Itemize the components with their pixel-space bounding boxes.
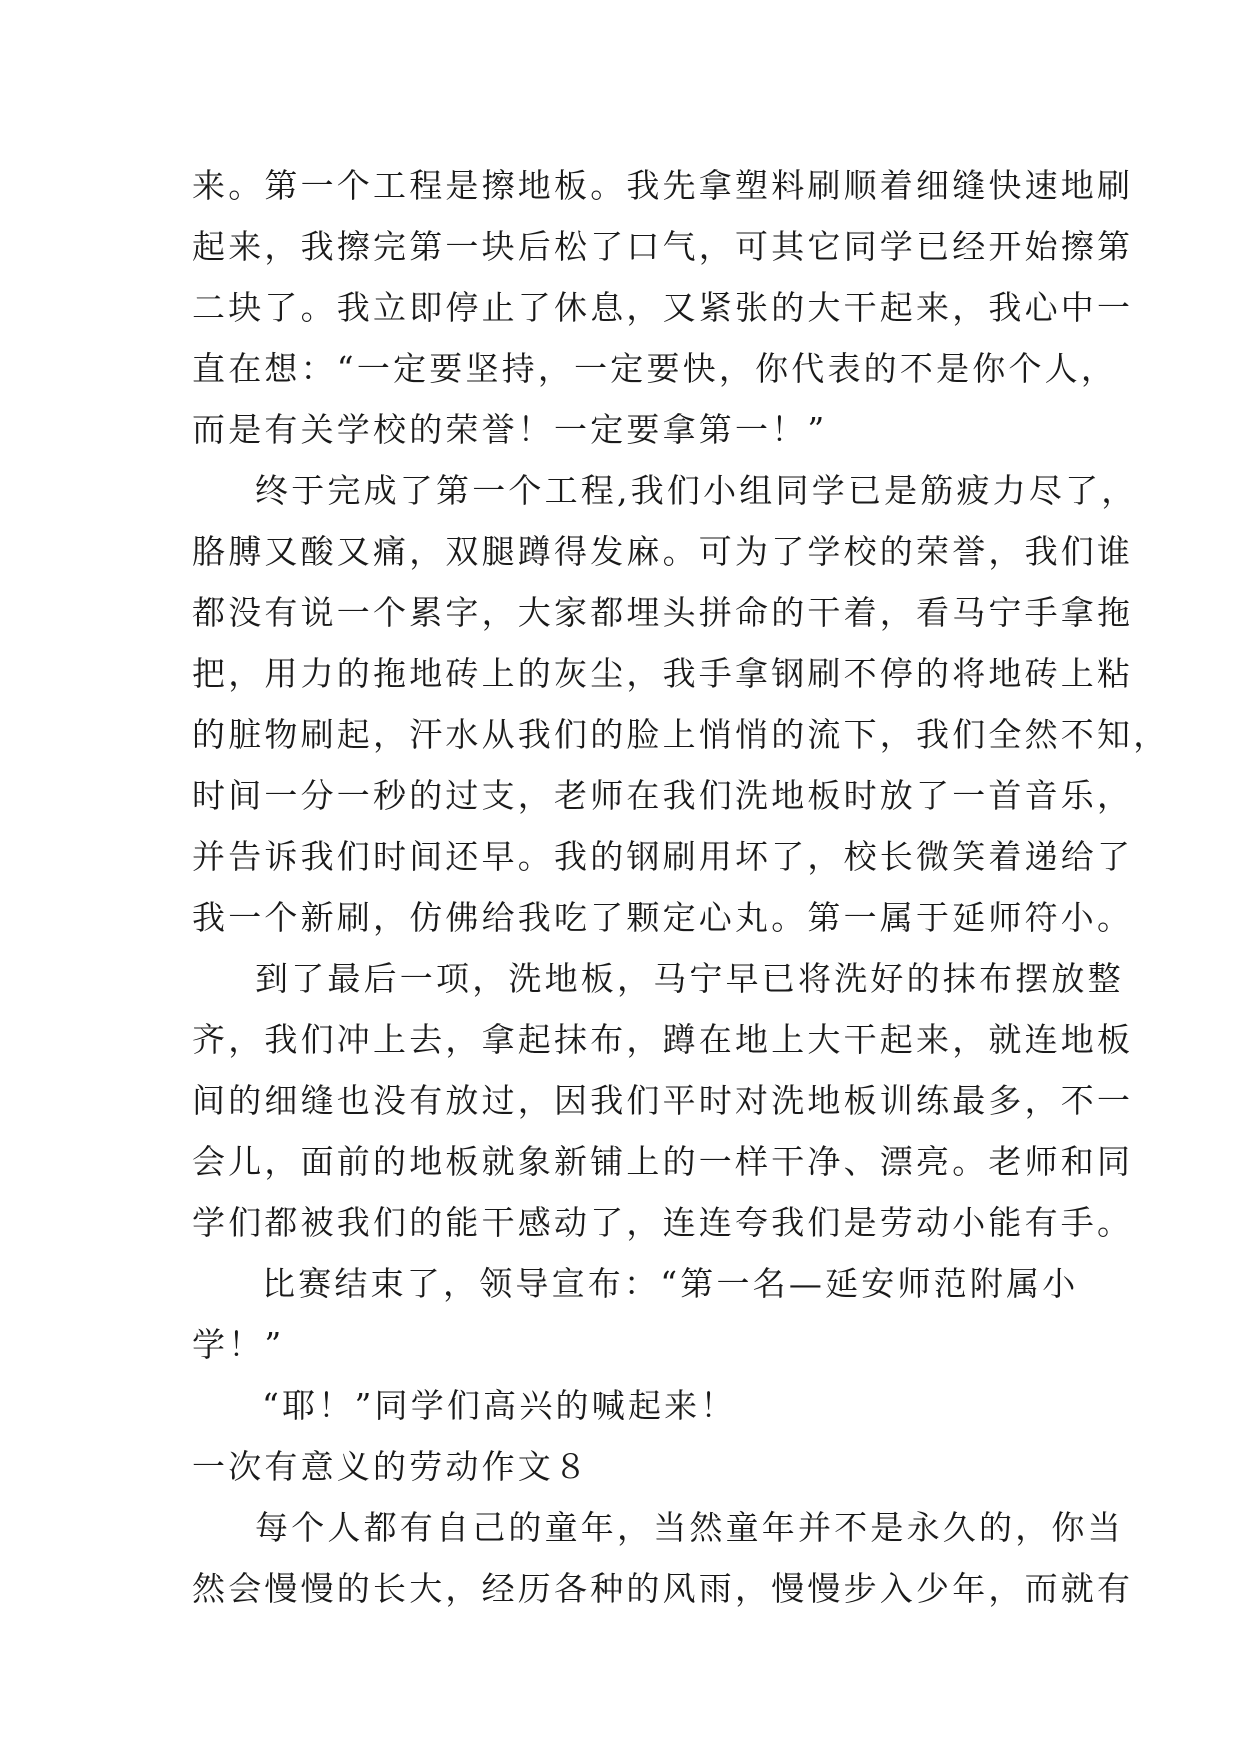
paragraph-first-line: 每个人都有自己的童年，当然童年并不是永久的，你当 — [255, 1508, 1124, 1547]
text-line: 二块了。我立即停止了休息，又紧张的大干起来，我心中一 — [192, 288, 1134, 327]
text-line: 并告诉我们时间还早。我的钢刷用坏了，校长微笑着递给了 — [192, 837, 1134, 876]
text-line: 时间一分一秒的过支，老师在我们洗地板时放了一首音乐， — [192, 776, 1134, 815]
text-line: 直在想：“一定要坚持，一定要快，你代表的不是你个人， — [192, 349, 1118, 388]
paragraph-first-line: 到了最后一项，洗地板，马宁早已将洗好的抹布摆放整 — [255, 959, 1124, 998]
text-line: 把，用力的拖地砖上的灰尘，我手拿钢刷不停的将地砖上粘 — [192, 654, 1134, 693]
section-heading: 一次有意义的劳动作文８ — [192, 1447, 591, 1486]
text-line: 都没有说一个累字，大家都埋头拼命的干着，看马宁手拿拖 — [192, 593, 1134, 632]
text-line: 胳膊又酸又痛，双腿蹲得发麻。可为了学校的荣誉，我们谁 — [192, 532, 1134, 571]
paragraph-first-line: “耶！”同学们高兴的喊起来！ — [262, 1386, 737, 1425]
text-line: 来。第一个工程是擦地板。我先拿塑料刷顺着细缝快速地刷 — [192, 166, 1134, 205]
text-line: 的脏物刷起，汗水从我们的脸上悄悄的流下，我们全然不知， — [192, 715, 1170, 754]
text-line: 然会慢慢的长大，经历各种的风雨，慢慢步入少年，而就有 — [192, 1569, 1134, 1608]
text-line: 起来，我擦完第一块后松了口气，可其它同学已经开始擦第 — [192, 227, 1134, 266]
text-line: 会儿，面前的地板就象新铺上的一样干净、漂亮。老师和同 — [192, 1142, 1134, 1181]
text-line: 学！” — [192, 1325, 285, 1364]
paragraph-first-line: 终于完成了第一个工程,我们小组同学已是筋疲力尽了， — [255, 471, 1138, 510]
text-line: 学们都被我们的能干感动了，连连夸我们是劳动小能有手。 — [192, 1203, 1134, 1242]
paragraph-first-line: 比赛结束了，领导宣布：“第一名—延安师范附属小 — [262, 1264, 1079, 1303]
text-line: 而是有关学校的荣誉！一定要拿第一！” — [192, 410, 828, 449]
text-line: 我一个新刷，仿佛给我吃了颗定心丸。第一属于延师符小。 — [192, 898, 1134, 937]
text-line: 齐，我们冲上去，拿起抹布，蹲在地上大干起来，就连地板 — [192, 1020, 1134, 1059]
text-line: 间的细缝也没有放过，因我们平时对洗地板训练最多，不一 — [192, 1081, 1134, 1120]
